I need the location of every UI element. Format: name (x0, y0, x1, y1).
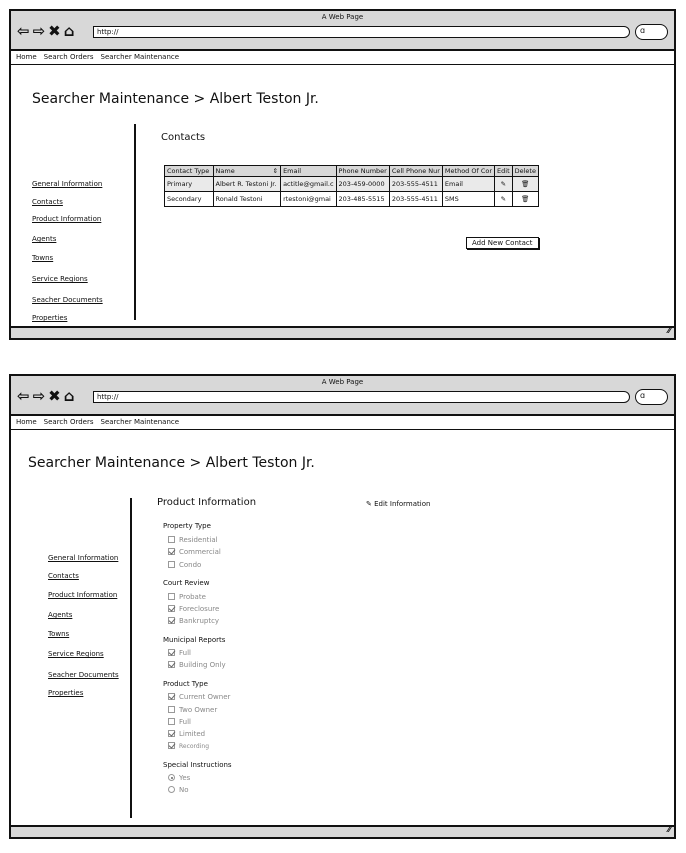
cell-contact-type: Primary (165, 177, 214, 192)
cell-phone: 203-485-5515 (336, 192, 389, 207)
cell-cell-phone: 203-555-4511 (389, 192, 442, 207)
resize-grip-icon[interactable]: ⁄⁄ (667, 825, 671, 835)
menu-search-orders[interactable]: Search Orders (43, 53, 94, 61)
window-title: A Web Page (321, 378, 364, 386)
radio-circle (168, 786, 175, 793)
section-title-court-review: Court Review (163, 579, 210, 587)
add-new-contact-button[interactable]: Add New Contact (466, 237, 539, 249)
sidebar-item-seacher-documents[interactable]: Seacher Documents (48, 671, 119, 679)
stop-icon[interactable]: ✖ (48, 387, 62, 405)
page-title: Searcher Maintenance > Albert Teston Jr. (32, 91, 319, 107)
resize-grip-icon[interactable]: ⁄⁄ (667, 326, 671, 336)
sidebar-item-general-information[interactable]: General Information (32, 180, 103, 188)
trash-icon[interactable]: 🗑 (512, 177, 538, 192)
cell-method: Email (442, 177, 494, 192)
col-header-email[interactable]: Email (281, 166, 336, 177)
sidebar-item-product-information[interactable]: Product Information (32, 215, 102, 223)
cell-method: SMS (442, 192, 494, 207)
col-header-method[interactable]: Method Of Cor (442, 166, 494, 177)
col-header-name[interactable]: Name ⇕ (213, 166, 281, 177)
sidebar-divider (130, 498, 132, 818)
checkbox-condo[interactable]: Condo (168, 561, 201, 569)
sidebar-item-agents[interactable]: Agents (32, 235, 57, 243)
checkbox-foreclosure[interactable]: Foreclosure (168, 605, 219, 613)
checkbox-box (168, 661, 175, 668)
cell-cell-phone: 203-555-4511 (389, 177, 442, 192)
cell-contact-type: Secondary (165, 192, 214, 207)
checkbox-limited[interactable]: Limited (168, 730, 205, 738)
sidebar-item-properties[interactable]: Properties (32, 314, 68, 322)
checkbox-probate[interactable]: Probate (168, 593, 206, 601)
magnifier-icon: ɑ (640, 26, 646, 35)
checkbox-current-owner[interactable]: Current Owner (168, 693, 230, 701)
menu-search-orders[interactable]: Search Orders (43, 418, 94, 426)
home-icon[interactable]: ⌂ (63, 387, 76, 405)
radio-circle (168, 774, 175, 781)
checkbox-box (168, 548, 175, 555)
menu-home[interactable]: Home (16, 53, 37, 61)
sidebar-item-agents[interactable]: Agents (48, 611, 73, 619)
checkbox-recording[interactable]: Recording (168, 742, 209, 750)
checkbox-two-owner[interactable]: Two Owner (168, 706, 217, 714)
back-icon[interactable]: ⇦ (17, 387, 31, 405)
col-header-edit[interactable]: Edit (495, 166, 513, 177)
status-bar (11, 825, 674, 837)
search-button[interactable] (635, 24, 668, 40)
window-title: A Web Page (321, 13, 364, 21)
magnifier-icon: ɑ (640, 391, 646, 400)
radio-no[interactable]: No (168, 786, 189, 794)
col-header-contact-type[interactable]: Contact Type (165, 166, 214, 177)
menu-bar (11, 51, 674, 65)
cell-name: Ronald Testoni (213, 192, 281, 207)
edit-icon: ✎ (366, 500, 372, 508)
menu-searcher-maintenance[interactable]: Searcher Maintenance (100, 418, 180, 426)
sidebar-item-properties[interactable]: Properties (48, 689, 84, 697)
search-button[interactable] (635, 389, 668, 405)
checkbox-full-municipal[interactable]: Full (168, 649, 191, 657)
col-header-cell-phone[interactable]: Cell Phone Nur (389, 166, 442, 177)
trash-icon[interactable]: 🗑 (512, 192, 538, 207)
stop-icon[interactable]: ✖ (48, 22, 62, 40)
col-header-delete[interactable]: Delete (512, 166, 538, 177)
browser-titlebar (11, 11, 674, 51)
sidebar-item-towns[interactable]: Towns (48, 630, 70, 638)
checkbox-residential[interactable]: Residential (168, 536, 218, 544)
browser-window-contacts (9, 9, 676, 340)
checkbox-box (168, 649, 175, 656)
menu-home[interactable]: Home (16, 418, 37, 426)
page-title: Searcher Maintenance > Albert Teston Jr. (28, 455, 315, 471)
cell-phone: 203-459-0000 (336, 177, 389, 192)
checkbox-box (168, 593, 175, 600)
sidebar-item-contacts[interactable]: Contacts (48, 572, 79, 580)
checkbox-box (168, 617, 175, 624)
section-title-property-type: Property Type (163, 522, 211, 530)
col-header-phone[interactable]: Phone Number (336, 166, 389, 177)
checkbox-box (168, 605, 175, 612)
table-row[interactable] (165, 177, 539, 192)
address-bar[interactable]: http:// (93, 391, 630, 403)
forward-icon[interactable]: ⇨ (32, 22, 47, 40)
sidebar-item-product-information[interactable]: Product Information (48, 591, 118, 599)
home-icon[interactable]: ⌂ (63, 22, 76, 40)
checkbox-box (168, 536, 175, 543)
section-title-municipal-reports: Municipal Reports (163, 636, 226, 644)
sidebar-item-contacts[interactable]: Contacts (32, 198, 63, 206)
pencil-icon[interactable]: ✎ (495, 192, 513, 207)
edit-information-link[interactable]: ✎ Edit Information (366, 500, 431, 508)
checkbox-box (168, 742, 175, 749)
cell-email: actitle@gmail.c (281, 177, 336, 192)
checkbox-bankruptcy[interactable]: Bankruptcy (168, 617, 219, 625)
browser-window-product-information (9, 374, 676, 839)
section-title-product-type: Product Type (163, 680, 208, 688)
section-title-special-instructions: Special Instructions (163, 761, 232, 769)
cell-name: Albert R. Testoni Jr. (213, 177, 281, 192)
checkbox-box (168, 561, 175, 568)
product-information-heading: Product Information (157, 497, 257, 508)
status-bar (11, 326, 674, 338)
sidebar-item-service-regions[interactable]: Service Regions (32, 275, 88, 283)
checkbox-box (168, 693, 175, 700)
back-icon[interactable]: ⇦ (17, 22, 31, 40)
contacts-table (164, 165, 539, 207)
sidebar-item-towns[interactable]: Towns (32, 254, 54, 262)
pencil-icon[interactable]: ✎ (495, 177, 513, 192)
checkbox-commercial[interactable]: Commercial (168, 548, 221, 556)
forward-icon[interactable]: ⇨ (32, 387, 47, 405)
checkbox-box (168, 706, 175, 713)
checkbox-building-only[interactable]: Building Only (168, 661, 226, 669)
checkbox-box (168, 718, 175, 725)
sort-icon[interactable]: ⇕ (272, 167, 279, 175)
contacts-heading: Contacts (161, 132, 206, 143)
checkbox-full-product[interactable]: Full (168, 718, 191, 726)
sidebar-divider (134, 124, 136, 320)
sidebar-item-service-regions[interactable]: Service Regions (48, 650, 104, 658)
sidebar-item-general-information[interactable]: General Information (48, 554, 119, 562)
cell-email: rtestoni@gmai (281, 192, 336, 207)
menu-searcher-maintenance[interactable]: Searcher Maintenance (100, 53, 180, 61)
menu-bar (11, 416, 674, 430)
radio-yes[interactable]: Yes (168, 774, 190, 782)
checkbox-box (168, 730, 175, 737)
address-bar[interactable]: http:// (93, 26, 630, 38)
table-header-row (165, 166, 539, 177)
table-row[interactable] (165, 192, 539, 207)
browser-titlebar (11, 376, 674, 416)
sidebar-item-seacher-documents[interactable]: Seacher Documents (32, 296, 103, 304)
